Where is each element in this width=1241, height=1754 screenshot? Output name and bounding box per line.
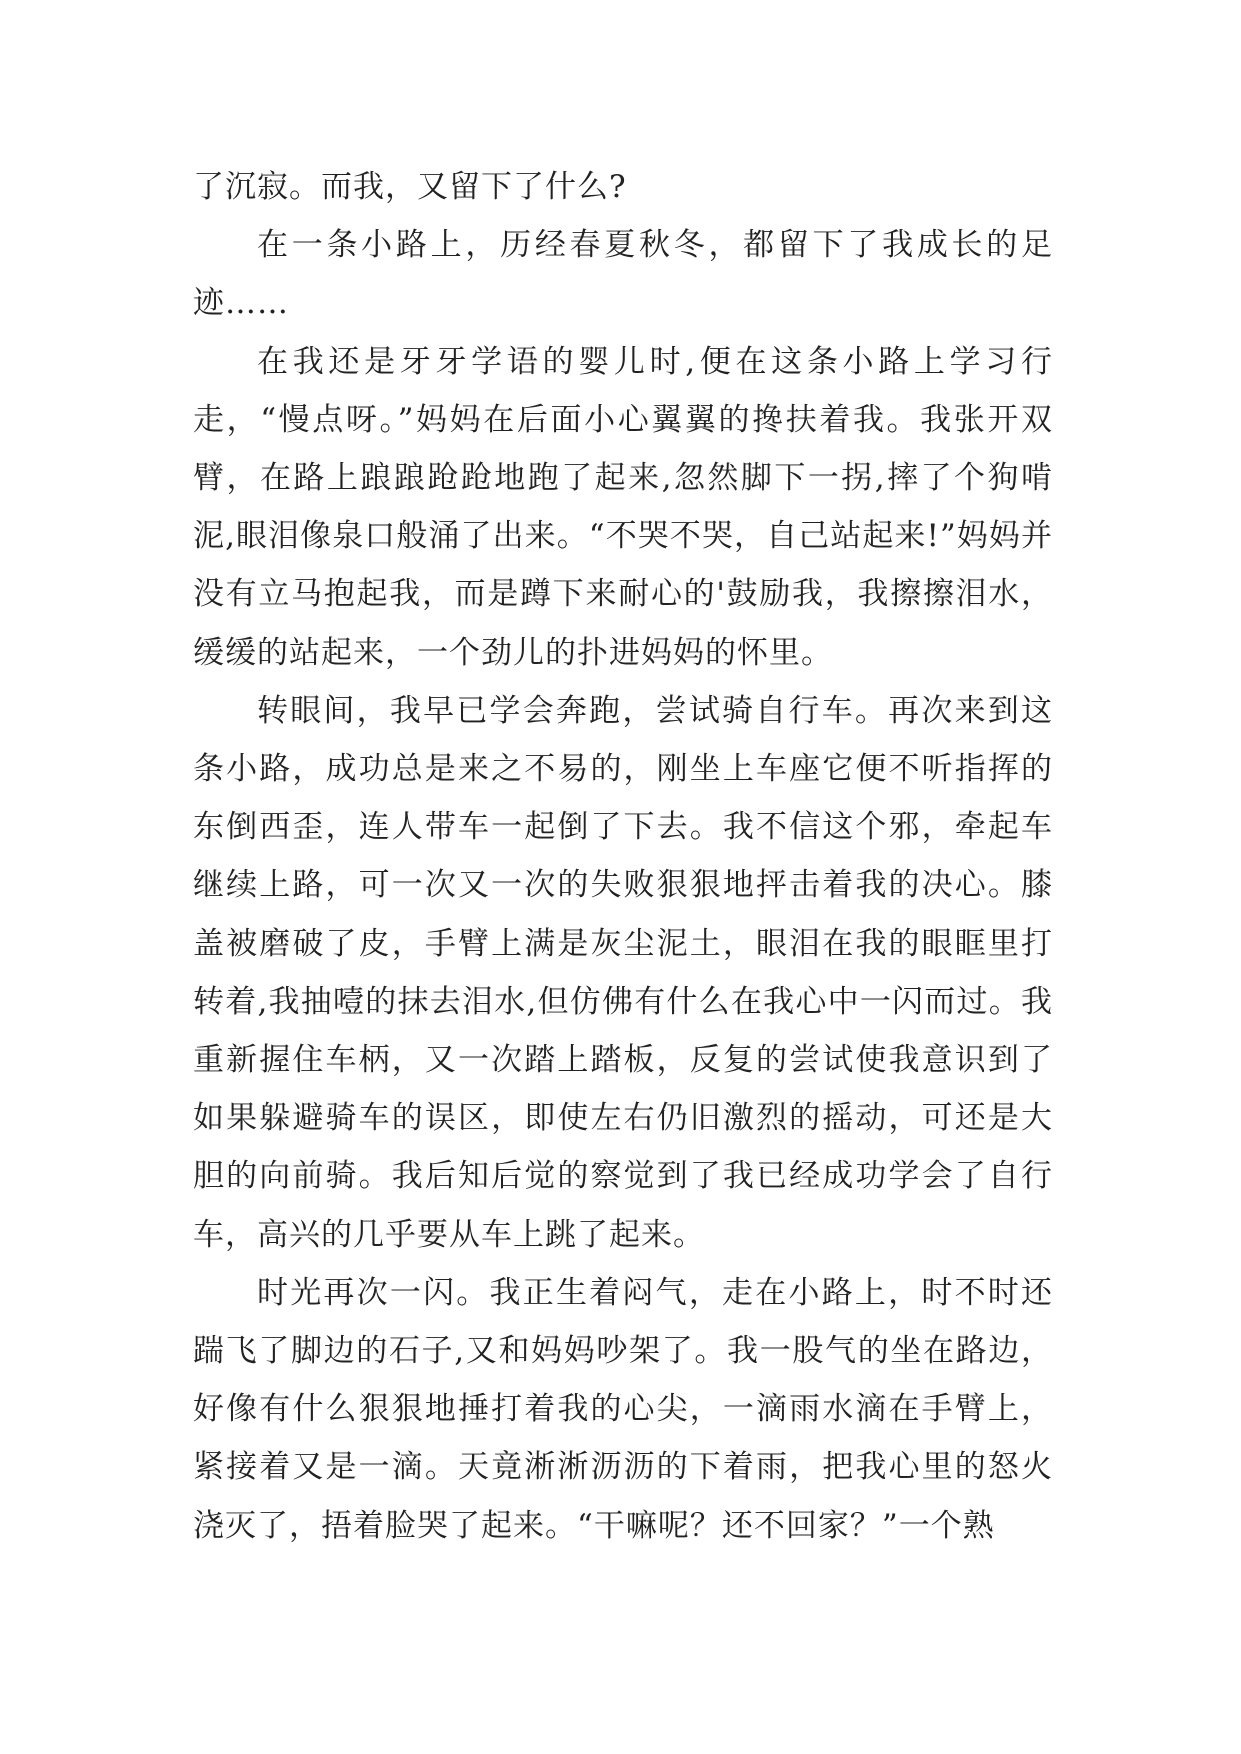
paragraph-5: 时光再次一闪。我正生着闷气，走在小路上，时不时还踹飞了脚边的石子,又和妈妈吵架了。我一股气的坐在路边，好像有什么狠狠地捶打着我的心尖，一滴雨水滴在手臂上，紧接着又是一滴。天竟淅淅沥沥的下着雨，把我心里的怒火浇灭了，捂着脸哭了起来。“干嘛呢？还不回家？”一个熟 [193, 1274, 1053, 1544]
paragraph-2: 在一条小路上，历经春夏秋冬，都留下了我成长的足迹…… [193, 227, 1053, 322]
paragraph-3: 在我还是牙牙学语的婴儿时,便在这条小路上学习行走，“慢点呀。”妈妈在后面小心翼翼的搀扶着我。我张开双臂，在路上踉踉跄跄地跑了起来,忽然脚下一拐,摔了个狗啃泥,眼泪像泉口般涌了出来。“不哭不哭，自己站起来!”妈妈并没有立马抱起我，而是蹲下来耐心的'鼓励我，我擦擦泪水，缓缓的站起来，一个劲儿的扑进妈妈的怀里。 [193, 343, 1053, 671]
document-body [193, 158, 1053, 1555]
paragraph-1: 了沉寂。而我，又留下了什么? [193, 169, 627, 205]
paragraph-4: 转眼间，我早已学会奔跑，尝试骑自行车。再次来到这条小路，成功总是来之不易的，刚坐上车座它便不听指挥的东倒西歪，连人带车一起倒了下去。我不信这个邪，牵起车继续上路，可一次又一次的失败狠狠地抨击着我的决心。膝盖被磨破了皮，手臂上满是灰尘泥土，眼泪在我的眼眶里打转着,我抽噎的抹去泪水,但仿佛有什么在我心中一闪而过。我重新握住车柄，又一次踏上踏板，反复的尝试使我意识到了如果躲避骑车的误区，即使左右仍旧激烈的摇动，可还是大胆的向前骑。我后知后觉的察觉到了我已经成功学会了自行车，高兴的几乎要从车上跳了起来。 [193, 692, 1053, 1253]
